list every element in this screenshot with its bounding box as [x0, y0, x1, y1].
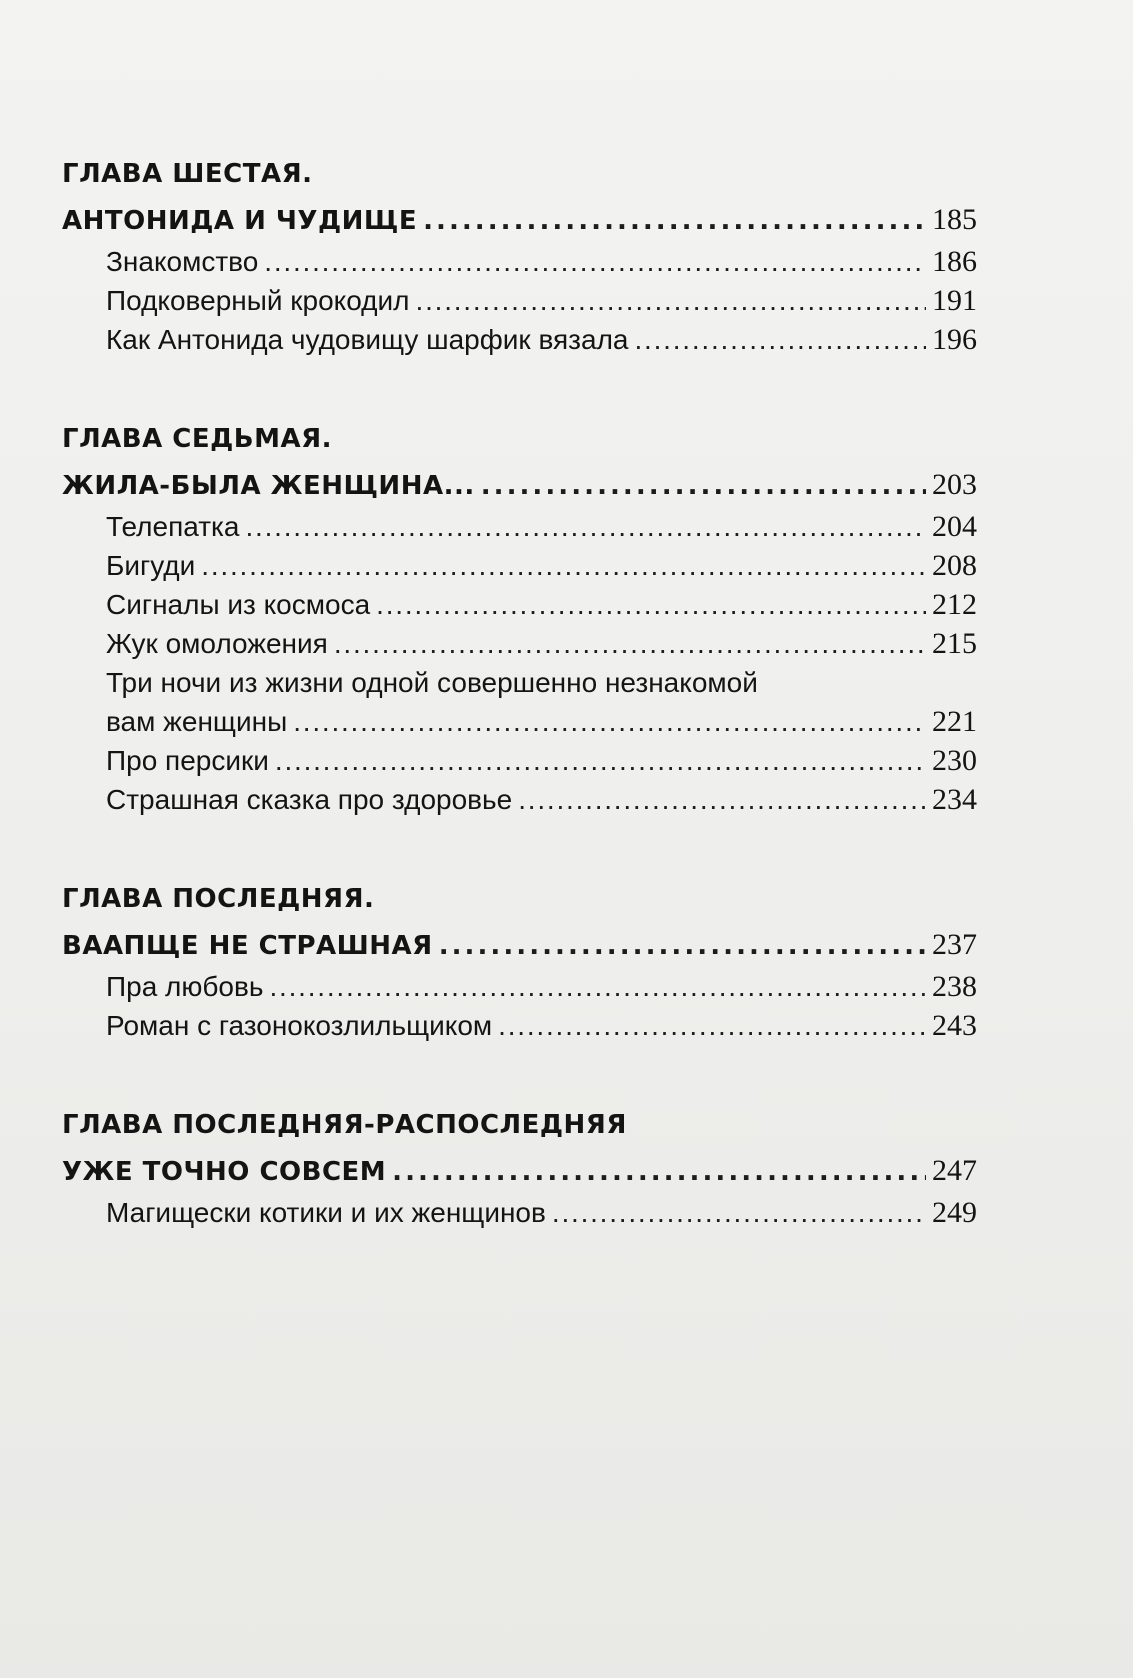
page-number: 204: [932, 510, 977, 543]
entry-title: Пра любовь: [106, 971, 264, 1002]
toc-entry[interactable]: [62, 281, 977, 320]
page-number: 234: [932, 783, 977, 816]
entry-title-line-2: вам женщины: [106, 706, 288, 737]
page-number: 243: [932, 1009, 977, 1042]
toc-entry[interactable]: [62, 741, 977, 780]
chapter-very-last: [62, 1103, 977, 1232]
chapter-label: ГЛАВА ПОСЛЕДНЯЯ-РАСПОСЛЕДНЯЯ: [62, 1110, 627, 1140]
dot-leader: [498, 1006, 926, 1045]
page-number: 185: [932, 203, 977, 236]
entry-title: Страшная сказка про здоровье: [106, 784, 513, 815]
toc-entry[interactable]: [62, 546, 977, 585]
entry-title: Про персики: [106, 745, 269, 776]
dot-leader: [245, 507, 926, 546]
chapter-title-entry[interactable]: [62, 922, 977, 967]
dot-leader: [392, 1150, 926, 1195]
toc-entry-multiline[interactable]: [62, 663, 977, 741]
dot-leader: [416, 281, 926, 320]
chapter-seven: [62, 417, 977, 819]
dot-leader: [481, 464, 926, 509]
entry-title: Телепатка: [106, 511, 240, 542]
toc-entry[interactable]: [62, 242, 977, 281]
entry-title: Жук омоложения: [106, 628, 328, 659]
toc-entry[interactable]: [62, 780, 977, 819]
page-number: 249: [932, 1196, 977, 1229]
entry-title: Подковерный крокодил: [106, 285, 410, 316]
toc-entry[interactable]: [62, 624, 977, 663]
toc-entry[interactable]: [62, 507, 977, 546]
page-number: 196: [932, 323, 977, 356]
dot-leader: [376, 585, 926, 624]
toc-entry[interactable]: [62, 967, 977, 1006]
dot-leader: [423, 199, 926, 244]
dot-leader: [293, 702, 926, 741]
chapter-title: ВААПЩЕ НЕ СТРАШНАЯ: [62, 931, 433, 961]
entry-title: Сигналы из космоса: [106, 589, 371, 620]
page-number: 191: [932, 284, 977, 317]
toc-entry[interactable]: [62, 585, 977, 624]
chapter-label: ГЛАВА СЕДЬМАЯ.: [62, 424, 332, 454]
page-number: 203: [932, 468, 977, 501]
page-number: 186: [932, 245, 977, 278]
chapter-title: УЖЕ ТОЧНО СОВСЕМ: [62, 1157, 387, 1187]
page-number: 247: [932, 1154, 977, 1187]
entry-title: Магищески котики и их женщинов: [106, 1197, 546, 1228]
entry-title-line-2-row: [106, 702, 977, 741]
dot-leader: [518, 780, 926, 819]
chapter-title: ЖИЛА-БЫЛА ЖЕНЩИНА...: [62, 471, 475, 501]
entry-title-line-1: Три ночи из жизни одной совершенно незнакомой: [106, 667, 758, 698]
toc-entry[interactable]: [62, 320, 977, 359]
page-number: 215: [932, 627, 977, 660]
dot-leader: [275, 741, 926, 780]
chapter-six: [62, 152, 977, 359]
dot-leader: [439, 924, 926, 969]
chapter-label: ГЛАВА ПОСЛЕДНЯЯ.: [62, 884, 375, 914]
page-number: 221: [932, 705, 977, 738]
entry-title: Как Антонида чудовищу шарфик вязала: [106, 324, 629, 355]
chapter-title-entry[interactable]: [62, 1148, 977, 1193]
dot-leader: [635, 320, 927, 359]
table-of-contents: [62, 152, 977, 1232]
page-number: 237: [932, 928, 977, 961]
entry-title: Знакомство: [106, 246, 259, 277]
toc-entry[interactable]: [62, 1193, 977, 1232]
chapter-last: [62, 877, 977, 1045]
page-number: 230: [932, 744, 977, 777]
chapter-title-entry[interactable]: [62, 462, 977, 507]
chapter-label: ГЛАВА ШЕСТАЯ.: [62, 159, 313, 189]
chapter-title: АНТОНИДА И ЧУДИЩЕ: [62, 206, 418, 236]
chapter-title-entry[interactable]: [62, 197, 977, 242]
dot-leader: [334, 624, 926, 663]
page-number: 238: [932, 970, 977, 1003]
dot-leader: [552, 1193, 926, 1232]
page-number: 208: [932, 549, 977, 582]
dot-leader: [264, 242, 926, 281]
toc-entry[interactable]: [62, 1006, 977, 1045]
entry-title: Роман с газонокозлильщиком: [106, 1010, 493, 1041]
dot-leader: [201, 546, 926, 585]
dot-leader: [269, 967, 926, 1006]
page-number: 212: [932, 588, 977, 621]
entry-title: Бигуди: [106, 550, 196, 581]
